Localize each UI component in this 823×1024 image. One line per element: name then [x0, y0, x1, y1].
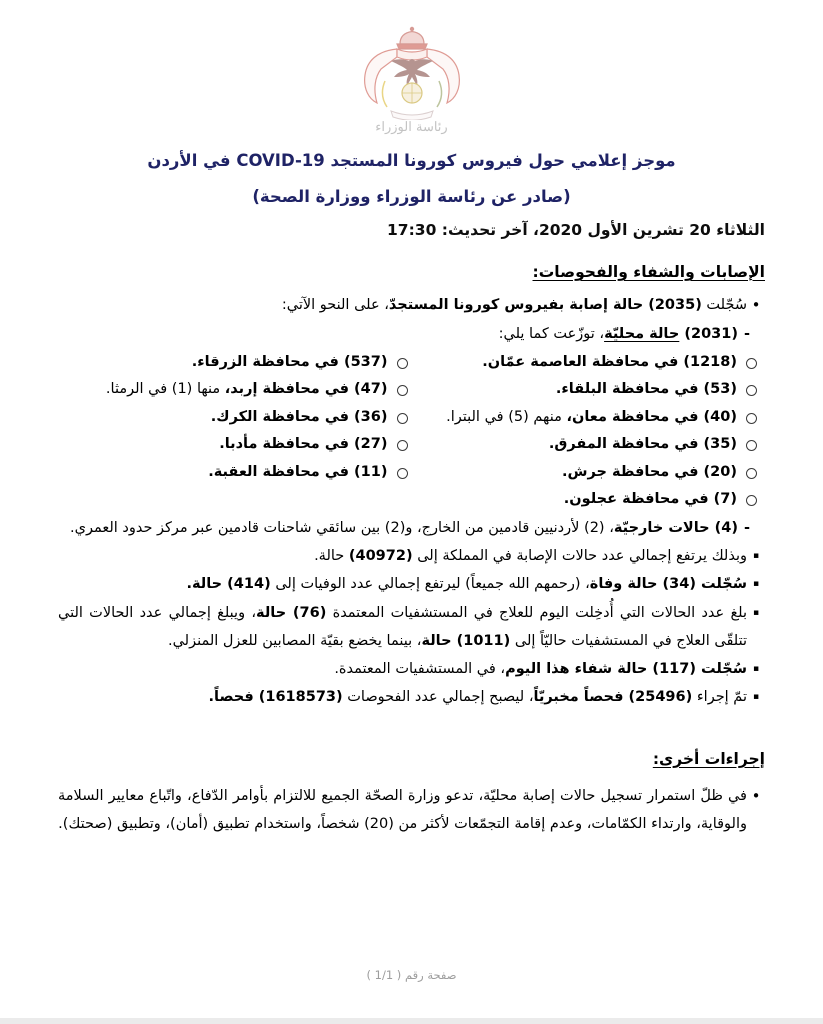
circle-bullet-icon: [746, 385, 757, 396]
text-run: منهم (5) في البترا.: [446, 408, 567, 425]
text-run-bold: (27) في محافظة مأدبا.: [219, 436, 388, 453]
governorate-list: [58, 349, 765, 514]
circle-bullet-icon: [746, 468, 757, 479]
square-bullet-icon: ▪: [752, 607, 760, 618]
document-subtitle: (صادر عن رئاسة الوزراء ووزارة الصحة): [252, 187, 571, 206]
list-item-tests: [58, 683, 765, 711]
circle-bullet-icon: [746, 440, 757, 451]
text-run: وبذلك يرتفع إجمالي عدد حالات الإصابة في المملكة إلى: [412, 548, 747, 565]
text-run-bold: (2031): [679, 326, 738, 343]
circle-bullet-icon: [397, 440, 408, 451]
square-bullet-icon: ▪: [752, 551, 760, 562]
text-run: ، ليصبح إجمالي عدد الفحوصات: [342, 689, 534, 706]
text-run: تمّ إجراء: [692, 689, 747, 706]
governorate-row: [58, 431, 757, 459]
other-measures-list: [58, 782, 765, 839]
governorate-item-amman: [408, 349, 758, 377]
governorate-item-jerash: [408, 459, 758, 487]
list-item-text: [58, 599, 747, 656]
square-bullet-icon: ▪: [752, 664, 760, 675]
governorate-row: [58, 376, 757, 404]
text-run: ، على النحو الآتي:: [281, 297, 389, 313]
text-run-bold: (40972): [348, 548, 413, 565]
bullet-dot-icon: •: [751, 786, 761, 805]
text-run-bold: (35) في محافظة المفرق.: [548, 436, 737, 453]
governorate-item-ajloun: [408, 486, 758, 514]
list-item-text: [58, 655, 747, 683]
list-item-recoveries: [58, 655, 765, 683]
circle-bullet-icon: [397, 385, 408, 396]
text-run-bold: (25496) فحصاً مخبريّاً: [533, 689, 693, 706]
governorate-item-maan: [408, 404, 758, 432]
governorate-item-madaba: [58, 431, 408, 459]
list-item-total-cases: [58, 291, 765, 320]
document-header: [0, 0, 823, 135]
text-run: بلغ عدد الحالات التي أُدخِلت اليوم للعلاج في المستشفيات المعتمدة: [326, 604, 747, 621]
governorate-item-irbid: [58, 376, 408, 404]
text-run-bold: (4) حالات خارجيّة: [613, 519, 738, 536]
text-run-bold: سُجّلت (34) حالة وفاة: [589, 576, 747, 593]
governorate-item-balqa: [408, 376, 758, 404]
governorate-row: [58, 459, 757, 487]
text-run-bold: (53) في محافظة البلقاء.: [555, 381, 737, 398]
list-item-text: [58, 320, 738, 348]
dash-icon: -: [743, 519, 751, 536]
text-run: منها (1) في الرمثا.: [105, 381, 225, 398]
text-run-bold: (537) في محافظة الزرقاء.: [191, 353, 388, 370]
circle-bullet-icon: [397, 413, 408, 424]
list-item-text: [58, 291, 747, 319]
list-item-text: [58, 514, 738, 542]
list-item-text: [58, 570, 747, 598]
text-run-bold: (7) في محافظة عجلون.: [563, 491, 737, 508]
text-run-bold: سُجّلت (117) حالة شفاء هذا اليوم: [505, 661, 747, 678]
jordan-coat-of-arms-logo: [346, 24, 478, 120]
square-bullet-icon: ▪: [752, 579, 760, 590]
scan-edge-strip: [0, 1018, 823, 1024]
governorate-item-karak: [58, 404, 408, 432]
text-run: ، (رحمهم الله جميعاً) ليرتفع إجمالي عدد الوفيات إلى: [270, 576, 590, 593]
cases-list: [58, 291, 765, 712]
dash-icon: -: [743, 326, 751, 343]
governorate-item-empty: [58, 486, 408, 514]
list-item-text: في ظلّ استمرار تسجيل حالات إصابة محليّة، تدعو وزارة الصحّة الجميع للالتزام بأوامر الدّفاع، واتّباع معايير السلامة والوقاية، وارتداء الكمّامات، وعدم إقامة التجمّعات لأكثر من (20) شخصاً، واستخدام تطبيق (أمان)، وتطبيق (صحتك).: [58, 787, 747, 832]
list-item-total-kingdom: [58, 542, 765, 570]
text-run: ، في المستشفيات المعتمدة.: [334, 661, 506, 678]
text-run-bold: (47) في محافظة إربد،: [224, 381, 388, 398]
circle-bullet-icon: [746, 495, 757, 506]
list-item-deaths: [58, 570, 765, 598]
list-item-text: [58, 542, 747, 570]
section-heading-cases: الإصابات والشفاء والفحوصات:: [532, 263, 765, 281]
text-run-bold: (414) حالة.: [186, 576, 271, 593]
text-run: ، ويبلغ إجمالي عدد الحالات التي تتلقّى العلاج في المستشفيات حاليّاً إلى: [58, 604, 747, 649]
list-item-health-advice: [58, 782, 765, 839]
governorate-item-mafraq: [408, 431, 758, 459]
logo-caption: رئاسة الوزراء: [375, 120, 448, 135]
circle-bullet-icon: [397, 468, 408, 479]
text-run-bold: (36) في محافظة الكرك.: [210, 408, 388, 425]
governorate-row: [58, 404, 757, 432]
list-item-external-cases: [58, 514, 765, 542]
text-run-bold: (1618573) فحصاً.: [208, 689, 343, 706]
page-number: صفحة رقم ( 1/1 ): [366, 968, 457, 982]
text-run-bold: (11) في محافظة العقبة.: [208, 463, 388, 480]
text-run-bold: (1218) في محافظة العاصمة عمّان.: [482, 353, 737, 370]
circle-bullet-icon: [746, 358, 757, 369]
bullet-dot-icon: •: [751, 296, 761, 314]
text-run-bold: (2035) حالة إصابة بفيروس كورونا المستجدّ: [388, 297, 702, 313]
text-run-bold: (1011) حالة: [421, 632, 511, 649]
text-run-bold: (76) حالة: [256, 604, 327, 621]
text-run-bold: (20) في محافظة جرش.: [561, 463, 737, 480]
text-run: ، (2) لأردنيين قادمين من الخارج، و(2) بين سائقي شاحنات قادمين عبر مركز حدود العمري.: [69, 519, 614, 536]
governorate-item-aqaba: [58, 459, 408, 487]
governorate-row: [58, 486, 757, 514]
text-run-bold: (40) في محافظة معان،: [566, 408, 737, 425]
section-heading-other-measures: إجراءات أخرى:: [652, 749, 765, 768]
governorate-row: [58, 349, 757, 377]
list-item-text: [58, 683, 747, 711]
governorate-item-zarqa: [58, 349, 408, 377]
square-bullet-icon: ▪: [752, 692, 760, 703]
list-item-hospitalized: [58, 599, 765, 656]
date-line: الثلاثاء 20 تشرين الأول 2020، آخر تحديث: 17:30: [387, 221, 765, 239]
document-title: موجز إعلامي حول فيروس كورونا المستجد COVID-19 في الأردن: [147, 151, 676, 170]
text-run: ، توزّعت كما يلي:: [498, 326, 605, 343]
text-run: سُجّلت: [701, 297, 747, 313]
text-run: حالة.: [314, 548, 349, 565]
list-item-local-cases: [58, 320, 765, 348]
circle-bullet-icon: [746, 413, 757, 424]
document-body: [0, 151, 823, 838]
text-run: ، بينما يخضع بقيّة المصابين للعزل المنزلي.: [167, 632, 422, 649]
text-run-bold-underline: حالة محليّة: [604, 326, 680, 343]
circle-bullet-icon: [397, 358, 408, 369]
